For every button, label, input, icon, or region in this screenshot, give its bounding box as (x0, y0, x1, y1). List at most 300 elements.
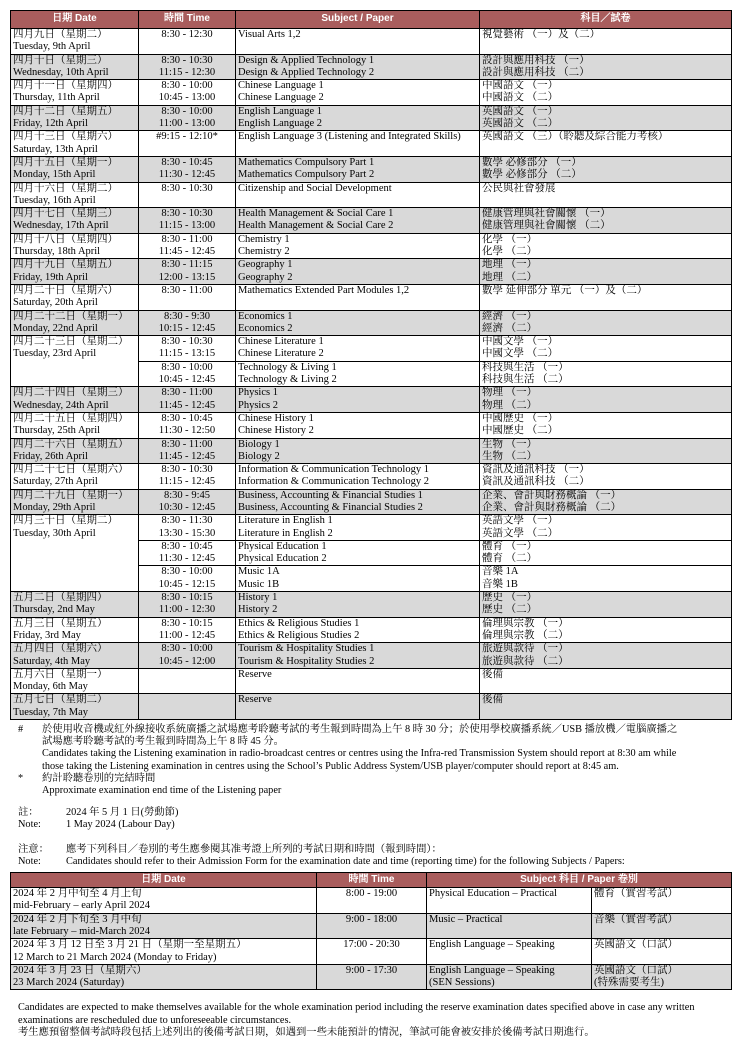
subject-zh-text: 英語文學 （一） (482, 515, 559, 527)
date-en: Friday, 3rd May (13, 629, 81, 641)
date-cell (11, 233, 139, 259)
header-date: 日期 Date (11, 11, 139, 29)
subject-zh-text (482, 297, 729, 309)
special-time-cell (317, 939, 427, 965)
time-text: 10:30 - 12:45 (158, 501, 216, 513)
date-zh: 四月十五日（星期一） (13, 156, 118, 168)
table-row (11, 105, 732, 131)
subject-zh-text: 生物 （一） (482, 438, 538, 450)
special-subject-en: Music – Practical (429, 913, 503, 925)
table-row (11, 412, 732, 438)
time-cell (139, 566, 236, 592)
time-cell (139, 233, 236, 259)
subject-zh-cell (480, 284, 732, 310)
subject-zh-cell (480, 182, 732, 208)
subject-zh-text: 視覺藝術 （一）及（二） (482, 29, 601, 40)
subject-zh-text: 經濟 （一） (482, 310, 538, 322)
time-cell (139, 438, 236, 464)
subject-zh-text: 音樂 1B (482, 578, 518, 590)
subject-text: Design & Applied Technology 2 (238, 66, 375, 78)
date-cell (11, 156, 139, 182)
time-text: 8:30 - 10:30 (161, 208, 213, 220)
attention-label-en: Note: (18, 855, 41, 867)
table-row (11, 515, 732, 541)
subject-zh-cell (480, 438, 732, 464)
subject-text: Information & Communication Technology 2 (238, 476, 429, 488)
subject-text: Physics 1 (238, 387, 278, 399)
date-en: Tuesday, 16th April (13, 194, 96, 206)
subject-zh-cell (480, 668, 732, 694)
time-text: 8:30 - 10:45 (161, 540, 213, 552)
subject-zh-text: 資訊及通訊科技 （二） (482, 476, 590, 488)
subject-zh-text: 英國語文 （一） (482, 105, 559, 117)
date-zh: 四月二十九日（星期一） (13, 489, 129, 501)
subject-zh-text: 後備 (482, 694, 503, 706)
subject-zh-text: 設計與應用科技 （二） (482, 66, 590, 78)
date-cell (11, 208, 139, 234)
subject-zh-text: 健康管理與社會關懷 （一） (482, 208, 611, 220)
subject-text: Literature in English 2 (238, 527, 333, 539)
subject-text: Chinese History 2 (238, 425, 314, 437)
special-time: 9:00 - 17:30 (345, 964, 398, 976)
special-subject-zh: 體育（實習考試） (594, 888, 678, 900)
date-zh: 四月三十日（星期二） (13, 515, 118, 527)
subject-zh-cell (480, 566, 732, 592)
subject-zh-text: 中國歷史 （二） (482, 425, 559, 437)
date-en: Saturday, 13th April (13, 143, 98, 155)
special-subject-cell (427, 913, 592, 939)
time-text (141, 707, 233, 719)
special-subject-en: English Language – Speaking (429, 964, 555, 976)
special-subject-cell (427, 939, 592, 965)
special-subject-zh: 英國語文（口試） (594, 964, 678, 976)
subject-text: Business, Accounting & Financial Studies 1 (238, 489, 423, 501)
time-text: 10:45 - 12:15 (158, 578, 216, 590)
subject-text: Chinese Literature 2 (238, 348, 324, 360)
subject-cell (236, 336, 480, 362)
subject-zh-text: 英國語文 （二） (482, 118, 559, 130)
date-zh: 四月二十日（星期六） (13, 284, 118, 296)
subject-zh-text: 英國語文 （三）（聆聽及綜合能力考核） (482, 131, 669, 143)
special-date-zh: 2024 年 3 月 23 日（星期六） (13, 964, 147, 976)
subject-text: Tourism & Hospitality Studies 2 (238, 655, 375, 667)
time-text: 8:30 - 10:30 (161, 182, 213, 194)
t2-header-time: 時間 Time (317, 873, 427, 888)
remark-zh (10, 807, 731, 819)
time-cell (139, 617, 236, 643)
date-zh: 五月二日（星期四） (13, 592, 108, 604)
special-date-zh: 2024 年 2 月中旬至 4 月上旬 (13, 888, 142, 900)
notes (10, 724, 731, 868)
date-en: Wednesday, 10th April (13, 66, 109, 78)
star-symbol: * (18, 772, 24, 784)
date-cell (11, 617, 139, 643)
time-cell (139, 54, 236, 80)
time-text: 8:30 - 10:30 (161, 464, 213, 476)
attention-text-en: Candidates should refer to their Admission Form for the examination date and time (reporting time) for the following Subjects / Papers: (66, 855, 625, 867)
special-subject-cell (427, 964, 592, 990)
date-cell (11, 131, 139, 157)
special-subject-zh: 音樂（實習考試） (594, 913, 678, 925)
date-cell (11, 387, 139, 413)
date-en: Thursday, 11th April (13, 92, 100, 104)
subject-cell (236, 566, 480, 592)
special-exam-table (10, 872, 732, 990)
date-en: Monday, 15th April (13, 169, 96, 181)
subject-zh-cell (480, 105, 732, 131)
special-date-cell (11, 888, 317, 914)
attention-zh (10, 844, 731, 856)
remark-text-zh: 2024 年 5 月 1 日(勞動節) (66, 807, 179, 819)
table-row (11, 29, 732, 55)
subject-text: Physics 2 (238, 399, 278, 411)
time-cell (139, 540, 236, 566)
header-subject-zh: 科目／試卷 (480, 11, 732, 29)
subject-cell (236, 105, 480, 131)
date-zh: 五月六日（星期一） (13, 668, 108, 680)
date-en: Tuesday, 23rd April (13, 348, 97, 360)
date-cell (11, 438, 139, 464)
date-cell (11, 412, 139, 438)
date-cell (11, 643, 139, 669)
time-cell (139, 284, 236, 310)
exam-timetable (10, 10, 732, 720)
subject-text: Music 1B (238, 578, 280, 590)
subject-zh-cell (480, 156, 732, 182)
subject-cell (236, 131, 480, 157)
time-text: 11:00 - 12:30 (158, 604, 216, 616)
subject-zh-cell (480, 310, 732, 336)
subject-zh-cell (480, 489, 732, 515)
time-cell (139, 464, 236, 490)
subject-zh-cell (480, 617, 732, 643)
date-zh: 四月十六日（星期二） (13, 182, 118, 194)
subject-text: Physical Education 1 (238, 540, 327, 552)
header-subject: Subject / Paper (236, 11, 480, 29)
date-zh: 四月十日（星期三） (13, 54, 108, 66)
special-subject-zh-cell (592, 888, 732, 914)
subject-zh-text: 旅遊與款待 （一） (482, 643, 569, 655)
time-cell (139, 182, 236, 208)
time-cell (139, 105, 236, 131)
subject-zh-text: 後備 (482, 668, 503, 680)
special-date-cell (11, 964, 317, 990)
date-cell (11, 694, 139, 720)
time-text: 8:30 - 11:00 (161, 387, 213, 399)
time-text: 8:30 - 9:45 (163, 489, 211, 501)
subject-zh-text: 數學 必修部分 （一） (482, 156, 582, 168)
table-row (11, 668, 732, 694)
subject-zh-cell (480, 80, 732, 106)
subject-zh-text: 歷史 （一） (482, 592, 538, 604)
date-cell (11, 310, 139, 336)
table-row (11, 464, 732, 490)
subject-zh-cell (480, 336, 732, 362)
subject-zh-text: 地理 （二） (482, 271, 538, 283)
subject-cell (236, 412, 480, 438)
remark-text-en: 1 May 2024 (Labour Day) (66, 819, 175, 831)
time-cell (139, 694, 236, 720)
date-zh: 四月十一日（星期四） (13, 80, 118, 92)
subject-zh-cell (480, 592, 732, 618)
subject-zh-cell (480, 412, 732, 438)
date-en: Thursday, 2nd May (13, 604, 95, 616)
date-en: Monday, 22nd April (13, 322, 98, 334)
date-cell (11, 105, 139, 131)
table-row (11, 131, 732, 157)
date-zh: 四月二十四日（星期三） (13, 387, 129, 399)
subject-text: Ethics & Religious Studies 1 (238, 617, 360, 629)
subject-text: Literature in English 1 (238, 515, 333, 527)
subject-text: Chemistry 1 (238, 233, 290, 245)
subject-cell (236, 694, 480, 720)
time-cell (139, 387, 236, 413)
special-date-en: 23 March 2024 (Saturday) (13, 977, 125, 989)
subject-cell (236, 540, 480, 566)
subject-text: Chemistry 2 (238, 246, 290, 258)
date-zh: 四月二十六日（星期五） (13, 438, 129, 450)
hash-symbol: # (18, 724, 24, 736)
subject-text: Reserve (238, 668, 272, 680)
time-text: 10:15 - 12:45 (158, 322, 216, 334)
subject-text: Chinese Literature 1 (238, 336, 324, 348)
time-cell (139, 131, 236, 157)
time-cell (139, 515, 236, 541)
date-cell (11, 668, 139, 694)
subject-text: Economics 1 (238, 310, 293, 322)
special-subject-en-2: (SEN Sessions) (429, 977, 495, 989)
table-row (11, 80, 732, 106)
time-cell (139, 259, 236, 285)
time-text: 8:30 - 10:00 (161, 80, 213, 92)
subject-text: Health Management & Social Care 2 (238, 220, 394, 232)
subject-zh-text: 中國文學 （二） (482, 348, 559, 360)
subject-zh-text: 企業、會計與財務概論 （二） (482, 501, 622, 513)
subject-zh-cell (480, 540, 732, 566)
date-cell (11, 80, 139, 106)
subject-text: Technology & Living 1 (238, 361, 337, 373)
subject-text: Visual Arts 1,2 (238, 29, 301, 40)
subject-text: Biology 2 (238, 450, 280, 462)
subject-zh-cell (480, 29, 732, 55)
subject-zh-cell (480, 54, 732, 80)
subject-cell (236, 80, 480, 106)
date-en: Saturday, 27th April (13, 476, 98, 488)
special-date-cell (11, 913, 317, 939)
table-row (11, 156, 732, 182)
subject-zh-text (482, 681, 729, 693)
date-zh: 五月三日（星期五） (13, 617, 108, 629)
table-row (11, 336, 732, 362)
table-row (11, 310, 732, 336)
time-cell (139, 489, 236, 515)
subject-zh-text (482, 707, 729, 719)
time-text (141, 297, 233, 309)
time-text: 11:30 - 12:50 (158, 425, 216, 437)
table-row (11, 182, 732, 208)
special-table-header (11, 873, 732, 888)
subject-zh-cell (480, 464, 732, 490)
subject-zh-text: 科技與生活 （二） (482, 374, 569, 386)
subject-cell (236, 310, 480, 336)
date-en: Monday, 6th May (13, 681, 88, 693)
subject-zh-text: 企業、會計與財務概論 （一） (482, 489, 622, 501)
date-en: Saturday, 20th April (13, 297, 98, 309)
subject-cell (236, 489, 480, 515)
hash-note-en-1: Candidates taking the Listening examination in radio-broadcast centres or centres using the Infra-red Transmission System should report at 8:30 am while (42, 748, 677, 760)
t2-header-date: 日期 Date (11, 873, 317, 888)
time-text: 8:30 - 11:00 (161, 438, 213, 450)
subject-text: History 1 (238, 592, 278, 604)
subject-text: Mathematics Compulsory Part 2 (238, 169, 375, 181)
subject-text (238, 707, 477, 719)
date-zh: 四月二十七日（星期六） (13, 464, 129, 476)
subject-zh-text: 物理 （一） (482, 387, 538, 399)
special-time-cell (317, 964, 427, 990)
date-zh: 四月十八日（星期四） (13, 233, 118, 245)
subject-zh-cell (480, 131, 732, 157)
subject-text: History 2 (238, 604, 278, 616)
timetable-header (11, 11, 732, 29)
subject-zh-text: 設計與應用科技 （一） (482, 54, 590, 66)
subject-zh-text: 物理 （二） (482, 399, 538, 411)
subject-zh-text: 音樂 1A (482, 566, 519, 578)
special-time-cell (317, 913, 427, 939)
subject-cell (236, 284, 480, 310)
time-text: 10:45 - 12:00 (158, 655, 216, 667)
subject-zh-text: 體育 （二） (482, 553, 538, 565)
subject-zh-text: 公民與社會發展 (482, 182, 556, 194)
subject-text: Ethics & Religious Studies 2 (238, 629, 360, 641)
date-cell (11, 592, 139, 618)
subject-zh-text: 歷史 （二） (482, 604, 538, 616)
date-en: Thursday, 18th April (13, 246, 101, 258)
time-text (141, 669, 233, 681)
attention-text-zh: 應考下列科目／卷別的考生應參閱其准考證上所列的考試日期和時間（報到時間）： (66, 843, 442, 855)
special-subject-zh-2: (特殊需要考生) (594, 977, 664, 989)
special-subject-en: Physical Education – Practical (429, 888, 558, 900)
table-row (11, 54, 732, 80)
time-text: 11:15 - 13:00 (158, 220, 216, 232)
date-zh: 四月十三日（星期六） (13, 131, 118, 143)
time-text: 11:15 - 13:15 (158, 348, 216, 360)
special-date-zh: 2024 年 2 月下旬至 3 月中旬 (13, 913, 142, 925)
special-time: 17:00 - 20:30 (343, 939, 400, 951)
hash-note-zh-2: 試場應考聆聽考試的考生報到時間為上午 8 時 45 分。 (42, 736, 284, 748)
time-text: 11:30 - 12:45 (158, 553, 216, 565)
time-text: 8:30 - 10:15 (161, 617, 213, 629)
date-en: Friday, 26th April (13, 450, 88, 462)
subject-text: Health Management & Social Care 1 (238, 208, 394, 220)
time-cell (139, 643, 236, 669)
date-zh: 五月七日（星期二） (13, 694, 108, 706)
time-text: 11:45 - 12:45 (158, 246, 216, 258)
special-subject-zh-cell (592, 913, 732, 939)
subject-cell (236, 208, 480, 234)
table-row (11, 643, 732, 669)
subject-zh-text: 體育 （一） (482, 540, 538, 552)
date-cell (11, 284, 139, 310)
subject-cell (236, 464, 480, 490)
subject-zh-text: 中國文學 （一） (482, 336, 559, 348)
subject-zh-cell (480, 259, 732, 285)
special-row (11, 913, 732, 939)
subject-zh-text: 數學 必修部分 （二） (482, 169, 582, 181)
subject-text: Chinese History 1 (238, 412, 314, 424)
special-time: 9:00 - 18:00 (345, 913, 398, 925)
subject-text: Economics 2 (238, 322, 293, 334)
special-time: 8:00 - 19:00 (345, 888, 398, 900)
time-cell (139, 361, 236, 387)
star-note-zh: 約計聆聽卷別的完結時間 (42, 772, 156, 784)
remark-label-en: Note: (18, 819, 41, 831)
date-cell (11, 182, 139, 208)
subject-zh-text: 中國歷史 （一） (482, 412, 559, 424)
footer-en-1: Candidates are expected to make themselves available for the whole examination period including the reserve examination dates specified above in case any written (18, 1002, 695, 1014)
table-row (11, 617, 732, 643)
subject-cell (236, 54, 480, 80)
subject-cell (236, 668, 480, 694)
subject-zh-cell (480, 208, 732, 234)
subject-zh-text: 生物 （二） (482, 450, 538, 462)
date-en: Thursday, 25th April (13, 425, 101, 437)
time-text: 8:30 - 12:30 (161, 29, 213, 40)
time-text: 8:30 - 11:00 (161, 284, 213, 296)
subject-cell (236, 438, 480, 464)
table-row (11, 259, 732, 285)
time-cell (139, 80, 236, 106)
subject-cell (236, 156, 480, 182)
time-text: 8:30 - 10:00 (161, 361, 213, 373)
subject-text: Chinese Language 1 (238, 80, 324, 92)
subject-zh-cell (480, 643, 732, 669)
time-cell (139, 29, 236, 55)
subject-zh-text: 資訊及通訊科技 （一） (482, 464, 590, 476)
subject-cell (236, 259, 480, 285)
special-subject-zh-cell (592, 964, 732, 990)
subject-zh-text: 中國語文 （二） (482, 92, 559, 104)
subject-cell (236, 182, 480, 208)
date-zh: 四月九日（星期二） (13, 29, 108, 40)
attention-en (10, 856, 731, 868)
subject-text: Technology & Living 2 (238, 374, 337, 386)
time-text: 12:00 - 13:15 (158, 271, 216, 283)
date-cell (11, 464, 139, 490)
subject-text (238, 681, 477, 693)
subject-text: Physical Education 2 (238, 553, 327, 565)
special-row (11, 939, 732, 965)
special-date-en: late February – mid-March 2024 (13, 925, 151, 937)
time-text: 8:30 - 10:00 (161, 566, 213, 578)
time-cell (139, 412, 236, 438)
time-text: 11:00 - 12:45 (158, 629, 216, 641)
remark-label-zh: 註： (18, 807, 39, 819)
subject-text: Citizenship and Social Development (238, 182, 392, 194)
hash-note (10, 724, 731, 773)
date-zh: 四月二十五日（星期四） (13, 412, 129, 424)
subject-zh-text: 倫理與宗教 （二） (482, 629, 569, 641)
date-cell (11, 54, 139, 80)
time-text: 8:30 - 11:30 (161, 515, 213, 527)
subject-zh-cell (480, 361, 732, 387)
date-cell (11, 259, 139, 285)
subject-text: English Language 2 (238, 118, 322, 130)
subject-cell (236, 643, 480, 669)
subject-text: English Language 3 (Listening and Integrated Skills) (238, 131, 461, 143)
subject-text: Information & Communication Technology 1 (238, 464, 429, 476)
date-en: Monday, 29th April (13, 501, 96, 513)
special-date-en: mid-February – early April 2024 (13, 900, 151, 912)
